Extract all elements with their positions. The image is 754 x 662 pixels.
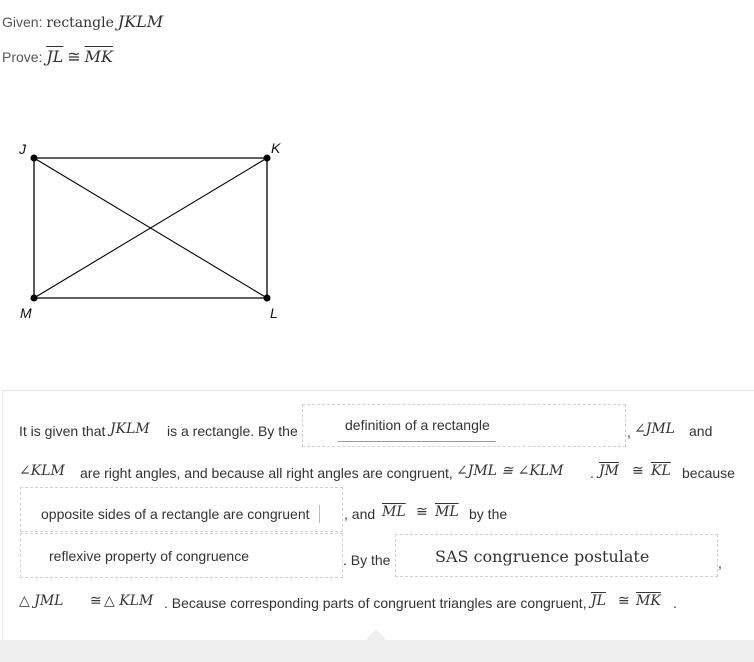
vertex-k-point [264,155,271,162]
given-rectangle-name: JKLM [117,12,164,31]
vertex-j-label: J [19,141,26,157]
proof-congruent-symbol: ≅ [90,593,102,609]
vertex-m-point [31,295,38,302]
prove-label: Prove: [2,49,43,65]
answer-reflexive-property[interactable]: reflexive property of congruence [49,548,249,564]
proof-segment-ml: $\overline{ML}$ [382,504,406,520]
proof-text: . [673,595,677,611]
vertex-k-label: K [271,140,281,156]
proof-segment-kl: $\overline{KL}$ [651,463,671,479]
proof-congruent-symbol: ≅ [416,504,428,520]
answer-definition-of-rectangle[interactable]: definition of a rectangle [345,417,490,433]
answer-sas-postulate[interactable]: SAS congruence postulate [435,547,650,566]
given-word: rectangle [46,15,114,31]
answer-underline [338,441,496,442]
proof-triangle-jml: △ JML [19,593,64,609]
proof-congruent-symbol: ≅ [632,463,644,479]
proof-segment-mk: $\overline{MK}$ [636,593,661,609]
proof-congruent-symbol: ≅ [618,593,630,609]
rectangle-diagram [0,130,300,330]
proof-triangle-klm: △ KLM [104,593,154,609]
proof-text: because [682,465,735,481]
proof-text: . By the [343,552,391,568]
prove-lhs-segment: $\overline{JL}$ [46,47,64,66]
prove-rhs-segment: $\overline{MK}$ [84,47,113,66]
proof-text: , [718,555,722,571]
proof-text: by the [469,506,508,522]
vertex-l-label: L [270,305,278,321]
proof-text: , [627,424,631,440]
prove-congruent-symbol: ≅ [67,47,81,66]
proof-segment-jl: $\overline{JL}$ [591,593,606,609]
proof-segment-jm: $\overline{JM}$ [599,463,619,479]
proof-angle-klm: ∠KLM [19,463,65,479]
proof-text: It is given that [19,423,106,439]
given-label: Given: [2,14,43,30]
prove-statement [2,47,113,66]
proof-text: , and [344,506,376,522]
proof-text: is a rectangle. By the [167,423,298,439]
proof-text: . Because corresponding parts of congruent triangles are congruent, [164,595,587,611]
proof-text: and [689,423,713,439]
proof-rectangle-name: JKLM [110,421,150,437]
text-caret [319,505,320,523]
answer-opposite-sides-congruent[interactable]: opposite sides of a rectangle are congruent [41,506,310,522]
vertex-j-point [31,155,38,162]
proof-text: are right angles, and because all right angles are congruent, [80,465,453,481]
vertex-l-point [264,295,271,302]
proof-text: . [590,465,594,481]
given-statement [2,12,163,31]
vertex-m-label: M [20,305,32,321]
proof-angle-congruence: ∠JML ≅ ∠KLM [456,463,564,479]
proof-segment-ml: $\overline{ML}$ [435,504,459,520]
proof-angle-jml: ∠JML [634,421,675,437]
